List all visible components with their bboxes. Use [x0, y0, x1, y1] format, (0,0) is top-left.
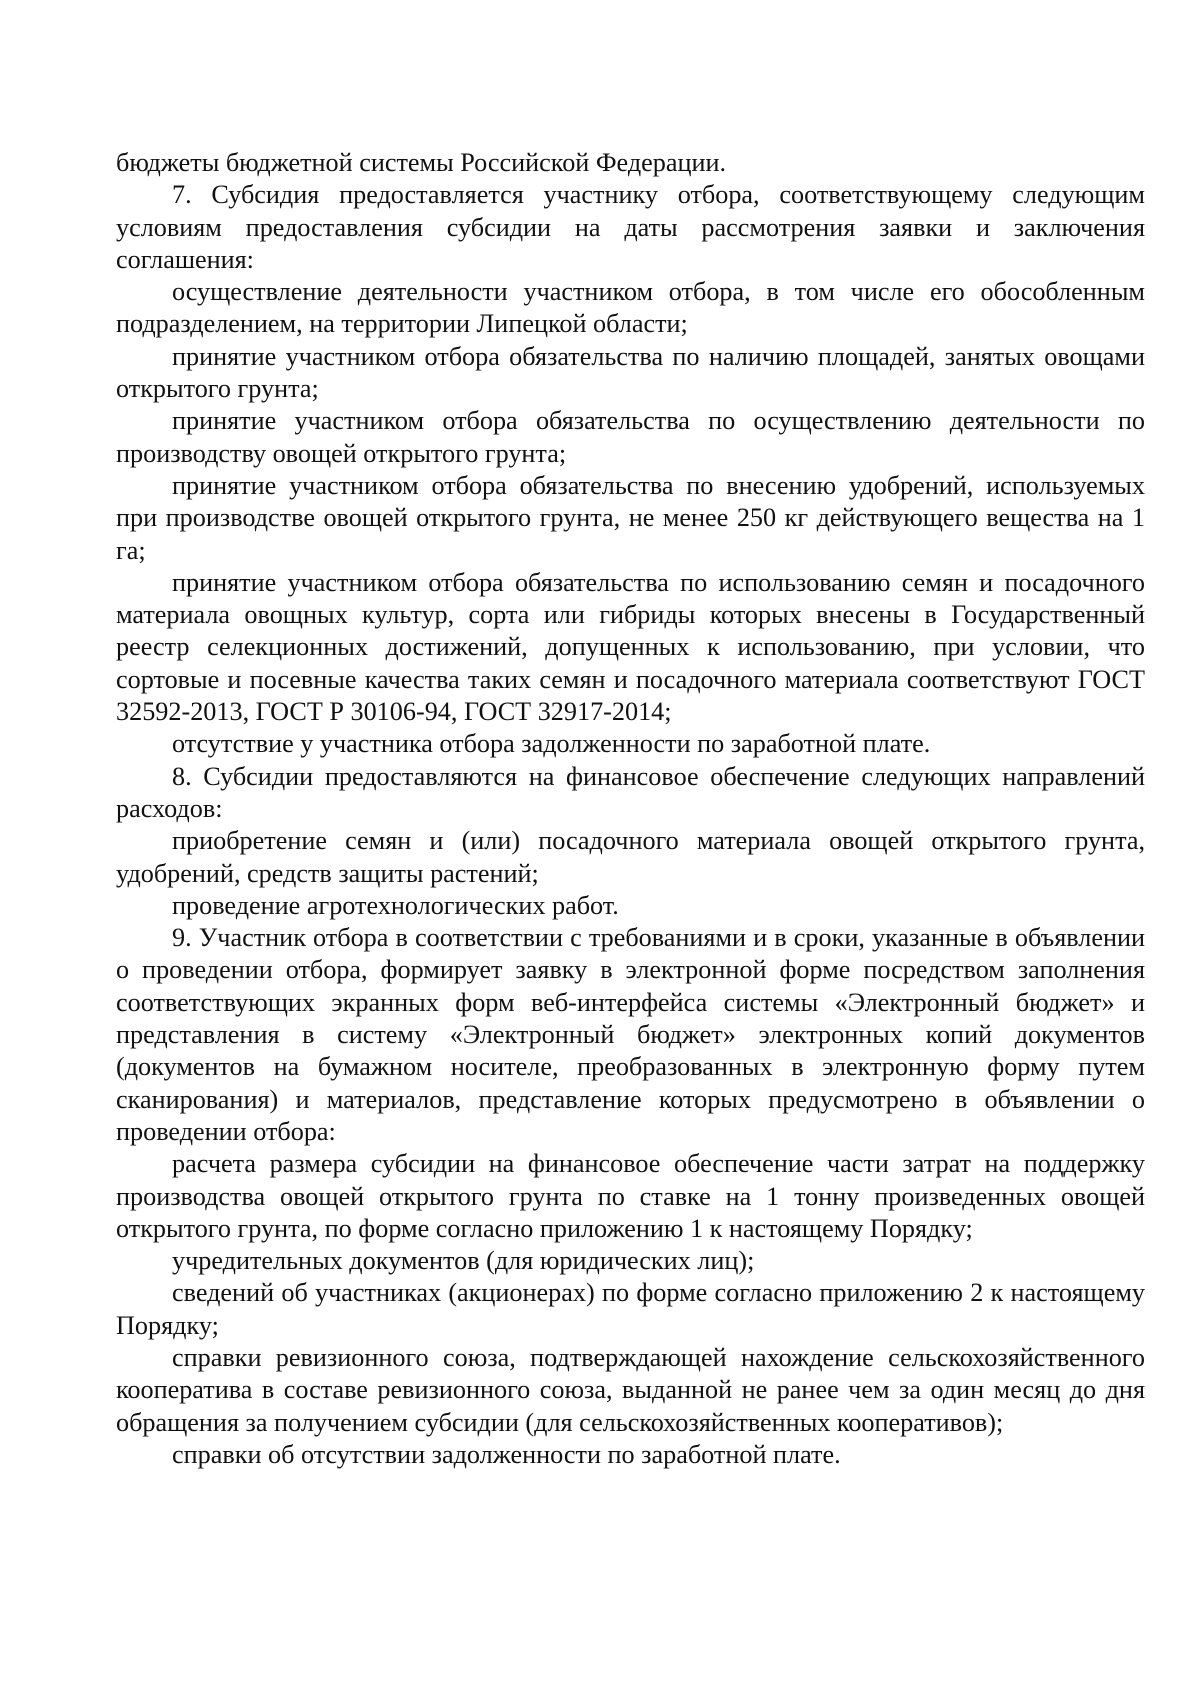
paragraph-item-9: 9. Участник отбора в соответствии с требованиями и в сроки, указанные в объявлении о проведении отбора, формирует заявку в электронной форме посредством заполнения соответствующих экранных форм веб-интерфейса системы «Электронный бюджет» и представления в систему «Электронный бюджет» электронных копий документов (документов на бумажном носителе, преобразованных в электронную форму путем сканирования) и материалов, представление которых предусмотрено в объявлении о проведении отбора: — [116, 923, 1145, 1146]
paragraph-doc-founding: учредительных документов (для юридических лиц); — [172, 1246, 755, 1276]
paragraph-doc-shareholders: сведений об участниках (акционерах) по форме согласно приложению 2 к настоящему Порядку; — [116, 1278, 1145, 1340]
paragraph-doc-audit-union: справки ревизионного союза, подтверждающей нахождение сельскохозяйственного кооператива в составе ревизионного союза, выданной не ранее чем за один месяц до дня обращения за получением субсидии (для сельскохозяйственных кооперативов); — [116, 1342, 1145, 1437]
paragraph-direction-purchase: приобретение семян и (или) посадочного материала овощей открытого грунта, удобрений, средств защиты растений; — [116, 826, 1145, 888]
paragraph-doc-calculation: расчета размера субсидии на финансовое обеспечение части затрат на поддержку производства овощей открытого грунта по ставке на 1 тонну произведенных овощей открытого грунта, по форме согласно приложению 1 к настоящему Порядку; — [116, 1149, 1145, 1243]
document-body — [116, 147, 1145, 1471]
paragraph-item-8: 8. Субсидии предоставляются на финансовое обеспечение следующих направлений расходов: — [116, 761, 1145, 823]
paragraph-condition-activity: осуществление деятельности участником отбора, в том числе его обособленным подразделением, на территории Липецкой области; — [116, 277, 1145, 339]
paragraph-condition-fertilizers: принятие участником отбора обязательства по внесению удобрений, используемых при производстве овощей открытого грунта, не менее 250 кг действующего вещества на 1 га; — [116, 470, 1145, 565]
paragraph-direction-works: проведение агротехнологических работ. — [172, 890, 619, 920]
paragraph-budget-continuation: бюджеты бюджетной системы Российской Федерации. — [116, 148, 727, 177]
paragraph-condition-seeds: принятие участником отбора обязательства по использованию семян и посадочного материала овощных культур, сорта или гибриды которых внесены в Государственный реестр селекционных достижений, допущенных к использованию, при условии, что сортовые и посевные качества таких семян и посадочного материала соответствуют ГОСТ 32592-2013, ГОСТ Р 30106-94, ГОСТ 32917-2014; — [116, 567, 1145, 727]
paragraph-item-7: 7. Субсидия предоставляется участнику отбора, соответствующему следующим условиям предоставления субсидии на даты рассмотрения заявки и заключения соглашения: — [116, 180, 1145, 274]
paragraph-doc-no-debt: справки об отсутствии задолженности по заработной плате. — [172, 1439, 841, 1469]
paragraph-condition-no-debt: отсутствие у участника отбора задолженности по заработной плате. — [172, 729, 931, 759]
paragraph-condition-production: принятие участником отбора обязательства по осуществлению деятельности по производству овощей открытого грунта; — [116, 406, 1145, 468]
paragraph-condition-areas: принятие участником отбора обязательства по наличию площадей, занятых овощами открытого грунта; — [116, 341, 1145, 404]
